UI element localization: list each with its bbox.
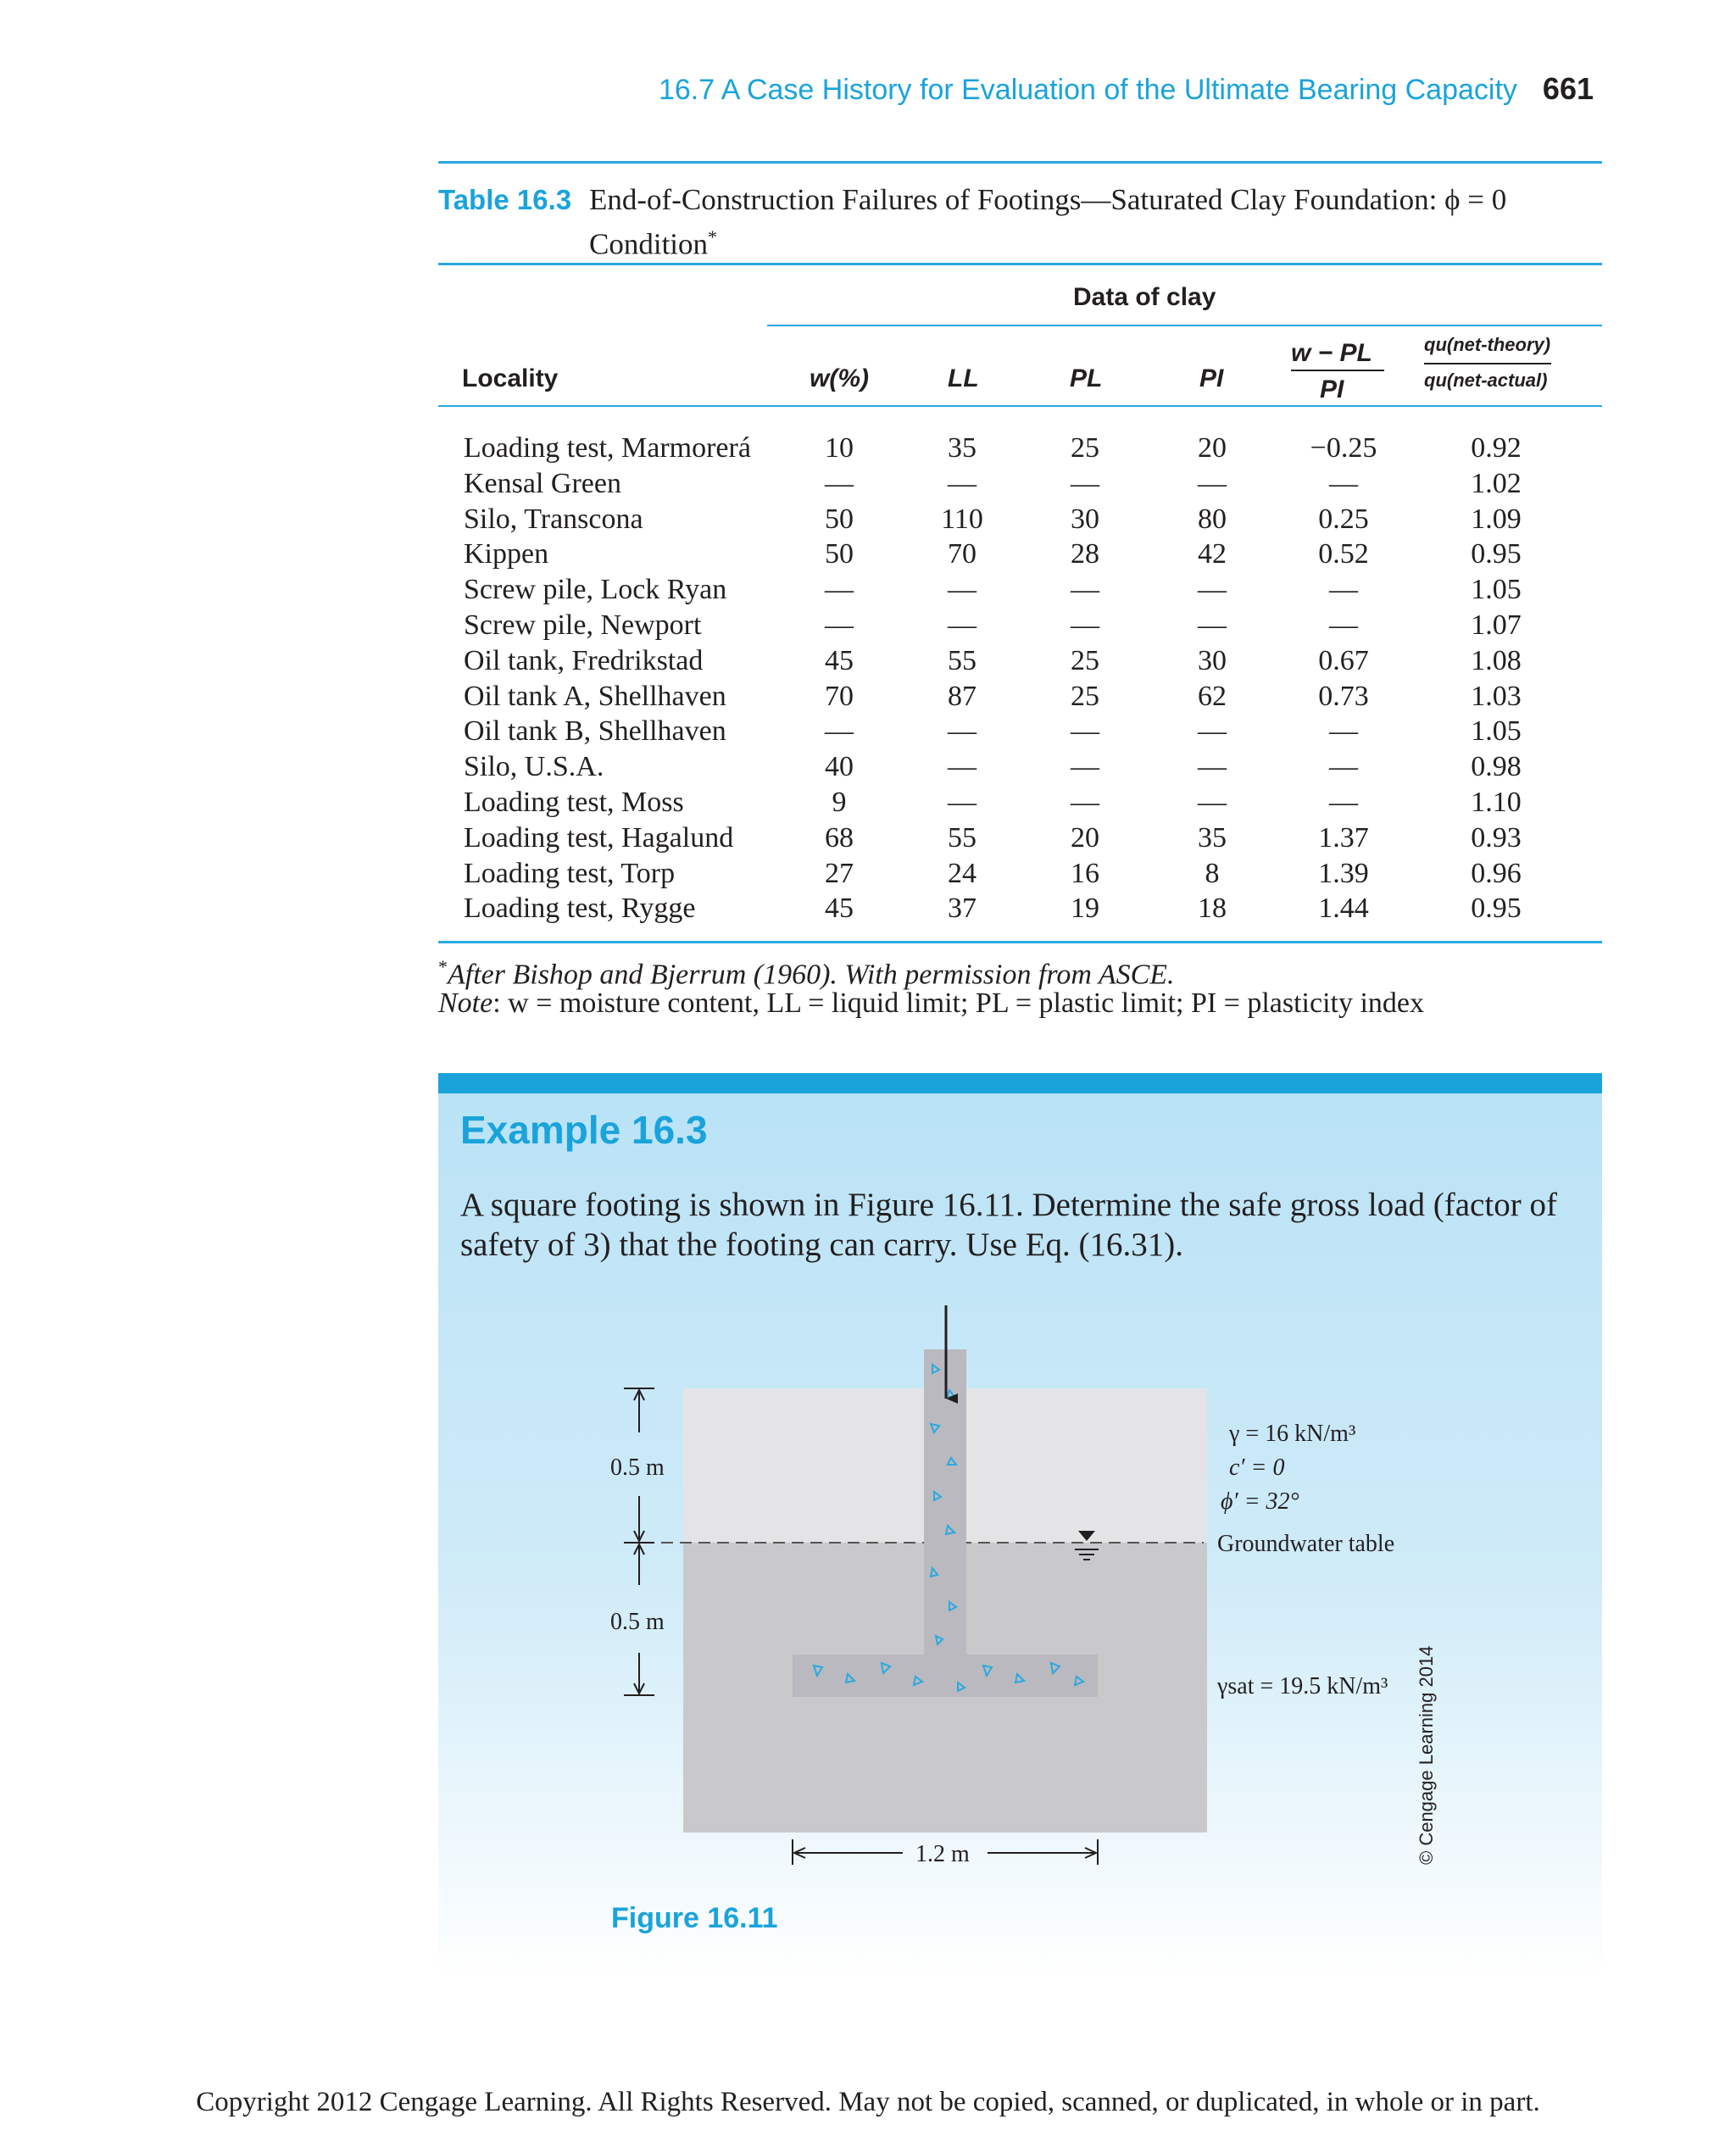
cell-locality: Screw pile, Lock Ryan	[464, 574, 727, 606]
cell-pl: 19	[1071, 893, 1099, 925]
cell-q: 0.98	[1471, 751, 1522, 783]
page-number: 661	[1542, 71, 1594, 106]
cell-locality: Screw pile, Newport	[464, 609, 702, 641]
cell-pi: 62	[1198, 680, 1227, 712]
cell-ratio: —	[1329, 574, 1358, 606]
gamma-label: γ = 16 kN/m³	[1229, 1421, 1356, 1447]
cell-pl: 30	[1071, 503, 1099, 535]
cell-pi: 80	[1198, 503, 1227, 535]
note-text: : w = moisture content, LL = liquid limit; PL = plastic limit; PI = plasticity index	[492, 987, 1425, 1019]
cell-locality: Silo, Transcona	[464, 503, 643, 535]
cell-ratio: 1.44	[1318, 893, 1369, 925]
groundwater-label: Groundwater table	[1217, 1531, 1395, 1557]
cell-ll: 87	[948, 680, 976, 712]
cell-ll: 70	[948, 538, 976, 570]
cell-w: —	[825, 715, 854, 748]
cell-q: 1.05	[1471, 574, 1522, 606]
cell-pi: —	[1198, 609, 1227, 641]
col-pl: PL	[1070, 364, 1103, 392]
cell-ll: 35	[948, 432, 976, 464]
col-ratio-denominator: PI	[1320, 375, 1344, 403]
cell-locality: Loading test, Rygge	[464, 893, 696, 925]
cell-locality: Loading test, Moss	[464, 787, 684, 818]
cell-ll: 55	[948, 821, 976, 854]
cell-pl: —	[1071, 574, 1099, 606]
cell-locality: Kippen	[464, 538, 549, 570]
cell-pi: 20	[1198, 432, 1227, 464]
table-caption-marker: *	[708, 226, 718, 248]
cell-ll: 110	[941, 503, 983, 535]
cell-pi: 35	[1198, 821, 1227, 854]
cell-pl: —	[1071, 787, 1099, 818]
cell-pi: —	[1198, 715, 1227, 748]
cell-ratio: 1.37	[1318, 821, 1369, 854]
cell-ll: —	[948, 467, 976, 499]
example-text: A square footing is shown in Figure 16.11. Determine the safe gross load (factor of safety of 3) that the footing can carry. Use Eq. (16.31).	[460, 1187, 1557, 1263]
cell-q: 1.08	[1471, 644, 1522, 676]
cell-pl: —	[1071, 751, 1099, 783]
cell-locality: Loading test, Torp	[464, 857, 676, 889]
cell-pl: —	[1071, 715, 1099, 748]
cell-ratio: 0.67	[1318, 644, 1369, 676]
cell-locality: Silo, U.S.A.	[464, 751, 604, 783]
cell-w: —	[825, 574, 854, 606]
cell-ratio: —	[1329, 609, 1358, 641]
cell-w: 45	[825, 893, 854, 925]
cell-pl: 20	[1071, 821, 1099, 854]
cell-pi: 30	[1198, 644, 1227, 676]
table-caption-line1: End-of-Construction Failures of Footings—Saturated Clay Foundation: ϕ = 0	[589, 183, 1507, 216]
cell-w: 50	[825, 538, 854, 570]
cell-ll: —	[948, 787, 976, 818]
cell-locality: Loading test, Marmorerá	[464, 432, 751, 464]
cell-ll: 55	[948, 644, 976, 676]
cell-w: 50	[825, 503, 854, 535]
figure-credit: © Cengage Learning 2014	[1416, 1645, 1437, 1865]
col-ll: LL	[948, 364, 979, 392]
cell-pi: —	[1198, 574, 1227, 606]
group-header: Data of clay	[1073, 283, 1216, 311]
col-locality: Locality	[462, 364, 559, 392]
cell-ll: —	[948, 609, 976, 641]
cell-w: 70	[825, 680, 854, 712]
cell-ratio: —	[1329, 715, 1358, 748]
table-caption-line2: Condition	[589, 227, 709, 261]
cell-ratio: —	[1329, 787, 1358, 818]
cell-q: 0.96	[1471, 857, 1522, 889]
footnote-text: After Bishop and Bjerrum (1960). With permission from ASCE.	[448, 959, 1175, 991]
col-w: w(%)	[810, 364, 869, 392]
cell-pl: 28	[1071, 538, 1099, 570]
note-label: Note	[438, 987, 493, 1019]
cell-pi: —	[1198, 751, 1227, 783]
dim-bottom-label: 0.5 m	[610, 1609, 665, 1635]
cell-ratio: −0.25	[1310, 432, 1377, 464]
cell-pi: 42	[1198, 538, 1227, 570]
cell-w: 10	[825, 432, 854, 464]
cell-ratio: —	[1329, 467, 1358, 499]
cell-ll: —	[948, 574, 976, 606]
cell-ll: 24	[948, 857, 976, 889]
cell-pi: —	[1198, 467, 1227, 499]
cell-pi: 18	[1198, 893, 1227, 925]
cell-pl: 25	[1071, 680, 1099, 712]
example-title: Example 16.3	[460, 1108, 708, 1152]
cell-w: 27	[825, 857, 854, 889]
gamma-sat-label: γsat = 19.5 kN/m³	[1217, 1673, 1388, 1699]
cell-q: 0.95	[1471, 538, 1522, 570]
cell-ratio: 0.25	[1318, 503, 1369, 535]
cell-locality: Oil tank, Fredrikstad	[464, 644, 704, 676]
cell-ratio: 0.52	[1318, 538, 1369, 570]
cell-locality: Oil tank B, Shellhaven	[464, 715, 726, 748]
cell-ratio: 1.39	[1318, 857, 1369, 889]
cell-pl: 25	[1071, 644, 1099, 676]
dim-width-label: 1.2 m	[915, 1841, 970, 1867]
cell-ratio: —	[1329, 751, 1358, 783]
cell-pl: —	[1071, 609, 1099, 641]
cell-q: 1.10	[1471, 787, 1522, 818]
cell-ll: —	[948, 751, 976, 783]
figure-caption: Figure 16.11	[611, 1902, 778, 1934]
col-q-numerator: qu(net-theory)	[1424, 334, 1551, 355]
cell-w: —	[825, 467, 854, 499]
cell-q: 1.03	[1471, 680, 1522, 712]
table-label: Table 16.3	[438, 184, 572, 215]
col-ratio-numerator: w − PL	[1291, 339, 1372, 367]
cell-w: 68	[825, 821, 854, 854]
cell-q: 1.02	[1471, 467, 1522, 499]
col-q-denominator: qu(net-actual)	[1424, 370, 1548, 391]
cell-pl: —	[1071, 467, 1099, 499]
cell-pl: 16	[1071, 857, 1099, 889]
cell-q: 0.95	[1471, 893, 1522, 925]
cell-w: 40	[825, 751, 854, 783]
cell-w: 45	[825, 644, 854, 676]
phi-label: ϕ′ = 32°	[1221, 1488, 1299, 1515]
footnote-marker: *	[438, 956, 448, 977]
cell-ll: 37	[948, 893, 976, 925]
section-title: 16.7 A Case History for Evaluation of the Ultimate Bearing Capacity	[658, 74, 1517, 106]
copyright-notice: Copyright 2012 Cengage Learning. All Rights Reserved. May not be copied, scanned, or duplicated, in whole or in part.	[196, 2087, 1540, 2117]
cell-locality: Kensal Green	[464, 467, 621, 499]
cell-q: 1.05	[1471, 715, 1522, 748]
dim-top-label: 0.5 m	[610, 1455, 665, 1481]
cell-ll: —	[948, 715, 976, 748]
cell-w: 9	[832, 787, 847, 818]
cell-pi: 8	[1205, 857, 1220, 889]
col-pi: PI	[1199, 364, 1224, 392]
cell-q: 0.93	[1471, 821, 1522, 854]
cell-q: 1.09	[1471, 503, 1522, 535]
cell-q: 0.92	[1471, 432, 1522, 464]
cohesion-label: c′ = 0	[1229, 1455, 1285, 1481]
cell-pi: —	[1198, 787, 1227, 818]
cell-ratio: 0.73	[1318, 680, 1369, 712]
cell-q: 1.07	[1471, 609, 1522, 641]
depth-dimension	[624, 1388, 654, 1695]
cell-w: —	[825, 609, 854, 641]
cell-locality: Oil tank A, Shellhaven	[464, 680, 726, 712]
cell-pl: 25	[1071, 432, 1099, 464]
cell-locality: Loading test, Hagalund	[464, 821, 734, 854]
